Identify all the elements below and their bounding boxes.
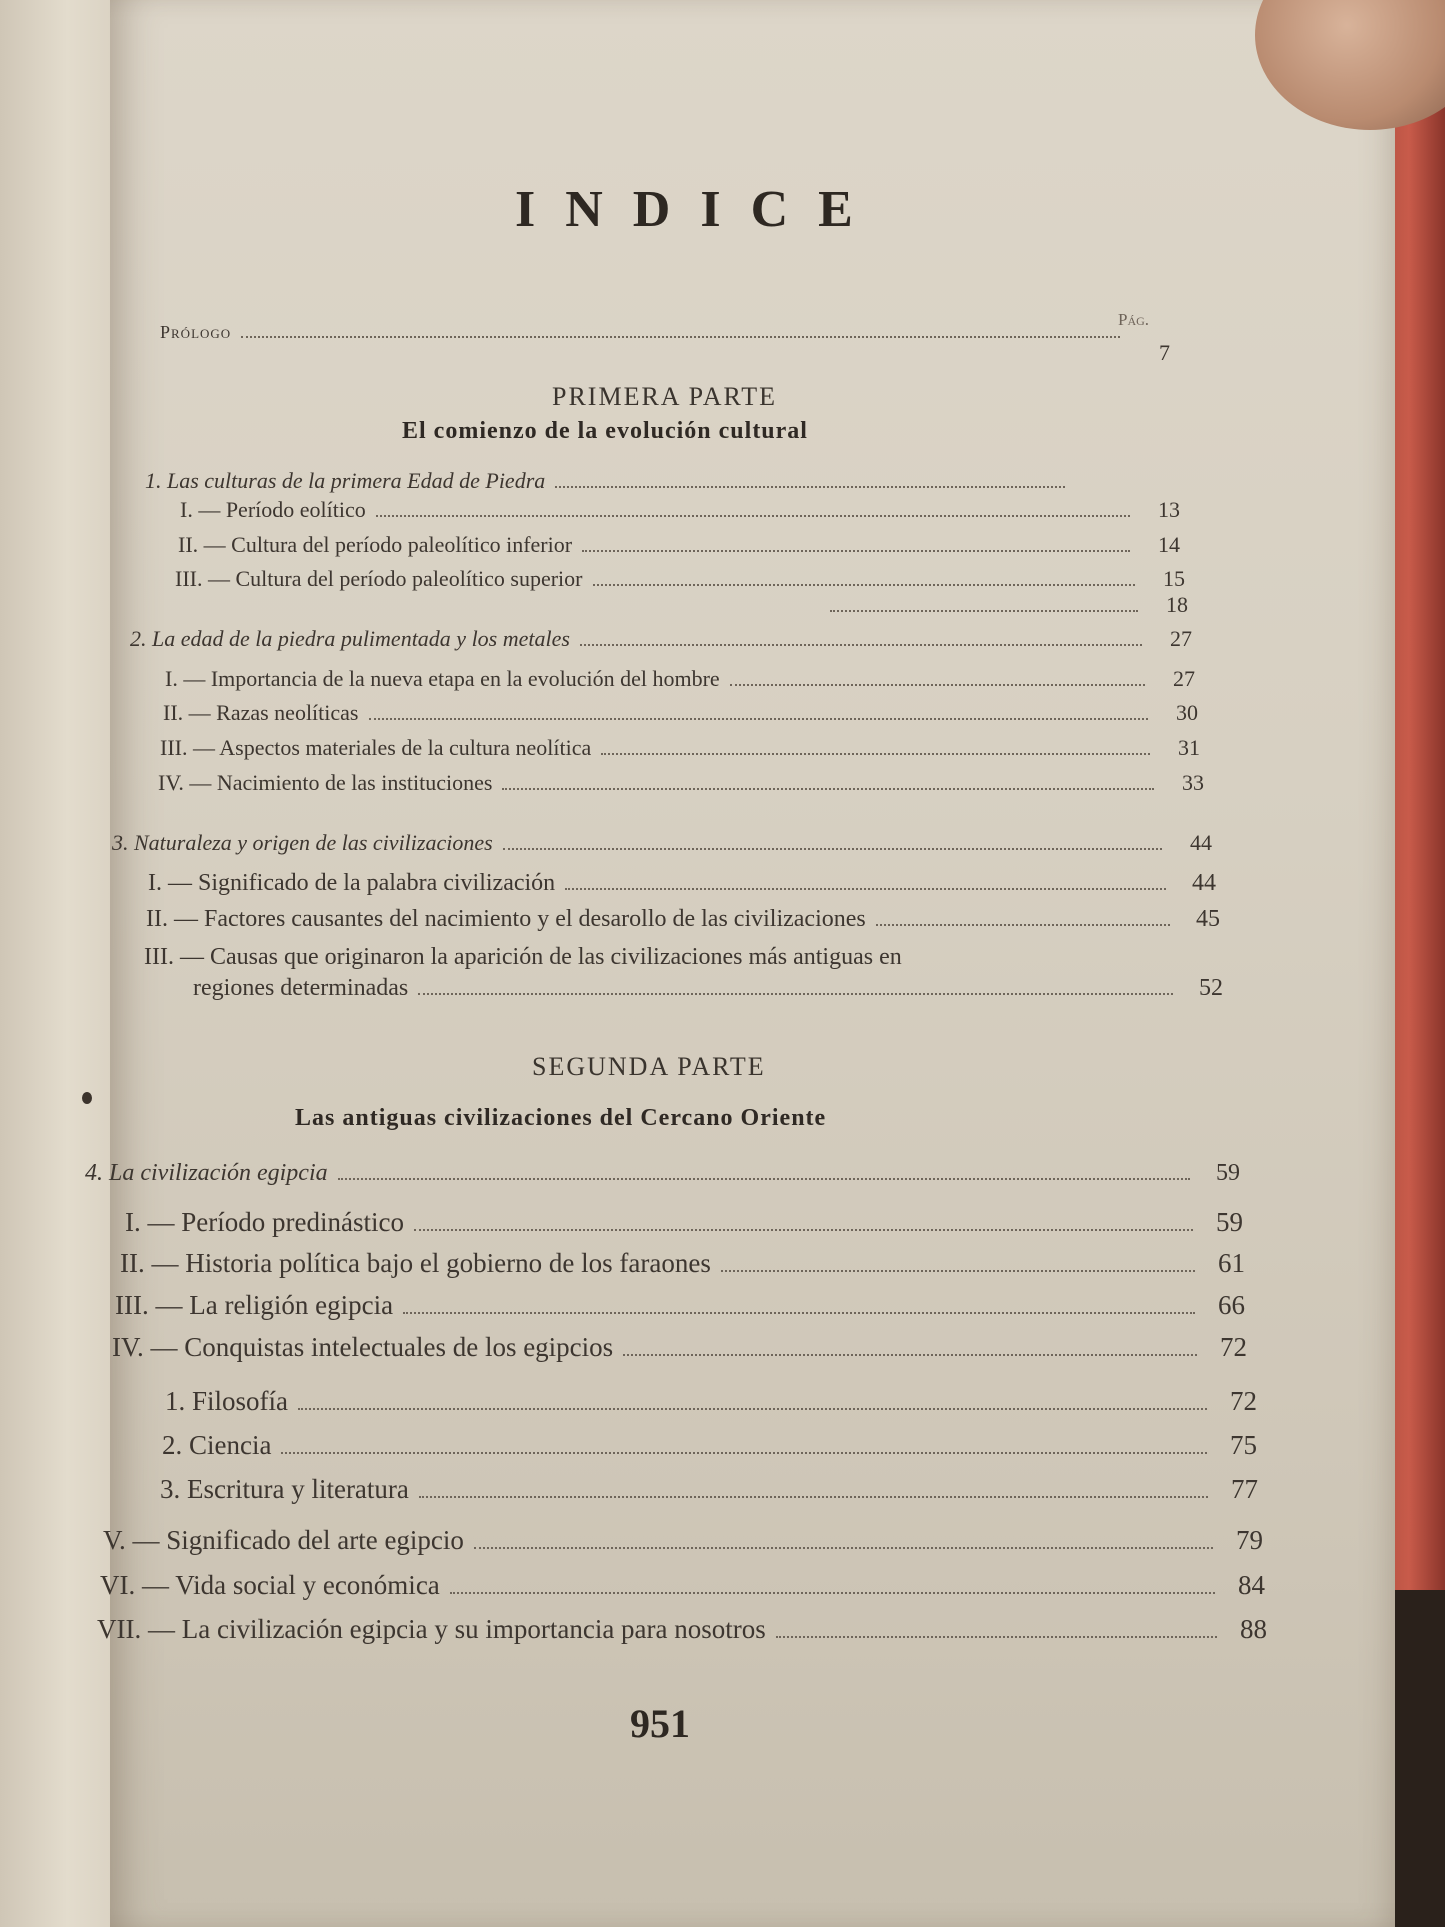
toc-section	[163, 700, 1198, 726]
toc-section	[165, 666, 1195, 692]
leader-dots	[601, 741, 1150, 755]
toc-section-page: 15	[1163, 566, 1185, 591]
leader-dots	[369, 706, 1149, 720]
toc-section	[820, 592, 1188, 618]
leader-dots	[502, 776, 1154, 790]
leader-dots	[593, 572, 1136, 586]
part-subtitle: Las antiguas civilizaciones del Cercano Oriente	[295, 1105, 827, 1131]
toc-section	[112, 1332, 1247, 1363]
leader-dots	[503, 836, 1162, 850]
toc-section-page: 66	[1218, 1290, 1245, 1320]
toc-chapter	[130, 626, 1192, 652]
toc-section-label: II. — Cultura del período paleolítico inferior	[178, 532, 573, 557]
leader-dots	[721, 1255, 1195, 1272]
leader-dots	[338, 1165, 1190, 1180]
part-title: SEGUNDA PARTE	[532, 1052, 766, 1081]
toc-section-label: I. — Período predinástico	[125, 1207, 404, 1237]
toc-entry-prologo	[160, 318, 1170, 365]
toc-section-page: 27	[1173, 666, 1195, 691]
leader-dots	[298, 1393, 1207, 1410]
toc-section-label: IV. — Conquistas intelectuales de los egipcios	[112, 1332, 614, 1362]
leader-dots	[555, 474, 1065, 488]
toc-subsection-label: 2. Ciencia	[162, 1430, 272, 1460]
toc-section-label: IV. — Nacimiento de las instituciones	[158, 770, 493, 795]
toc-section-label: II. — Factores causantes del nacimiento y el desarollo de las civilizaciones	[146, 906, 866, 932]
toc-section-label: III. — Cultura del período paleolítico superior	[175, 566, 583, 591]
toc-subsection-page: 75	[1230, 1430, 1257, 1460]
toc-section-page: 44	[1192, 870, 1216, 896]
toc-subsection	[162, 1430, 1257, 1461]
toc-section-first-line: III. — Causas que originaron la aparición de las civilizaciones más antiguas en	[144, 944, 902, 970]
toc-chapter-page: 27	[1170, 626, 1192, 651]
toc-section-page: 88	[1240, 1614, 1267, 1644]
toc-chapter-label: 4. La civilización egipcia	[85, 1160, 328, 1186]
toc-section-label: I. — Significado de la palabra civilización	[148, 870, 556, 896]
leader-dots	[580, 632, 1142, 646]
toc-chapter-label: 3. Naturaleza y origen de las civilizaciones	[112, 830, 493, 855]
toc-section	[158, 770, 1204, 796]
toc-section-page: 31	[1178, 735, 1200, 760]
toc-section	[160, 735, 1200, 761]
toc-section-page: 30	[1176, 700, 1198, 725]
toc-section-page: 33	[1182, 770, 1204, 795]
part-subtitle: El comienzo de la evolución cultural	[402, 418, 808, 444]
leader-dots	[623, 1339, 1197, 1356]
toc-section	[125, 1207, 1243, 1238]
toc-section-page: 61	[1218, 1248, 1245, 1278]
toc-section-label: regiones determinadas	[193, 975, 409, 1001]
part-title: PRIMERA PARTE	[552, 382, 778, 411]
toc-section-label: II. — Razas neolíticas	[163, 700, 359, 725]
leader-dots	[419, 1481, 1208, 1498]
toc-chapter	[112, 830, 1212, 856]
page-column-label: Pág.	[1118, 310, 1150, 329]
toc-chapter-label: 1. Las culturas de la primera Edad de Piedra	[145, 468, 546, 493]
leader-dots	[830, 598, 1138, 612]
toc-section	[180, 497, 1180, 523]
toc-section-label: I. — Importancia de la nueva etapa en la evolución del hombre	[165, 666, 720, 691]
leader-dots	[582, 538, 1130, 552]
toc-section-label: V. — Significado del arte egipcio	[103, 1525, 464, 1555]
toc-subsection	[165, 1386, 1257, 1417]
toc-section	[148, 870, 1216, 897]
toc-section-page: 13	[1158, 497, 1180, 522]
toc-section	[103, 1525, 1263, 1556]
toc-subsection-page: 72	[1230, 1386, 1257, 1416]
toc-chapter-label: 2. La edad de la piedra pulimentada y los metales	[130, 626, 570, 651]
toc-chapter	[145, 468, 1115, 494]
leader-dots	[376, 503, 1130, 517]
toc-section	[97, 1614, 1267, 1645]
toc-section-label: III. — La religión egipcia	[115, 1290, 394, 1320]
leader-dots	[281, 1437, 1207, 1454]
leader-dots	[418, 980, 1173, 995]
toc-section-page: 18	[1166, 592, 1188, 617]
index-title: INDICE	[515, 181, 883, 238]
leader-dots	[403, 1297, 1195, 1314]
toc-section-page: 52	[1199, 975, 1223, 1001]
leader-dots	[241, 327, 1120, 338]
toc-section	[100, 1570, 1265, 1601]
toc-section	[175, 566, 1185, 592]
leader-dots	[450, 1577, 1215, 1594]
toc-section-page: 14	[1158, 532, 1180, 557]
toc-section-page: 59	[1216, 1207, 1243, 1237]
toc-section	[146, 906, 1220, 933]
toc-section	[178, 532, 1180, 558]
leader-dots	[776, 1621, 1217, 1638]
toc-section-page: 79	[1236, 1525, 1263, 1555]
leader-dots	[414, 1214, 1193, 1231]
toc-section-page: 72	[1220, 1332, 1247, 1362]
ink-spot	[82, 1092, 92, 1104]
toc-section-page: 45	[1196, 906, 1220, 932]
toc-chapter-page: 44	[1190, 830, 1212, 855]
toc-subsection-page: 77	[1231, 1474, 1258, 1504]
leader-dots	[876, 911, 1170, 926]
toc-section-label: I. — Período eolítico	[180, 497, 366, 522]
toc-chapter	[85, 1160, 1240, 1187]
toc-section-label: III. — Aspectos materiales de la cultura neolítica	[160, 735, 592, 760]
toc-section	[120, 1248, 1245, 1279]
toc-section-label: VI. — Vida social y económica	[100, 1570, 440, 1600]
leader-dots	[474, 1532, 1213, 1549]
toc-subsection-label: 1. Filosofía	[165, 1386, 289, 1416]
leader-dots	[730, 672, 1145, 686]
toc-section-page: 84	[1238, 1570, 1265, 1600]
toc-section	[115, 1290, 1245, 1321]
page-number: 951	[630, 1701, 690, 1746]
toc-section	[193, 975, 1223, 1002]
leader-dots	[565, 875, 1166, 890]
toc-chapter-page: 59	[1216, 1160, 1240, 1186]
toc-entry-label: Prólogo	[160, 322, 232, 342]
toc-section-label: VII. — La civilización egipcia y su importancia para nosotros	[97, 1614, 766, 1644]
toc-section-label: II. — Historia política bajo el gobierno de los faraones	[120, 1248, 711, 1278]
toc-entry-page: 7	[1159, 340, 1170, 365]
toc-subsection	[160, 1474, 1258, 1505]
toc-subsection-label: 3. Escritura y literatura	[160, 1474, 409, 1504]
